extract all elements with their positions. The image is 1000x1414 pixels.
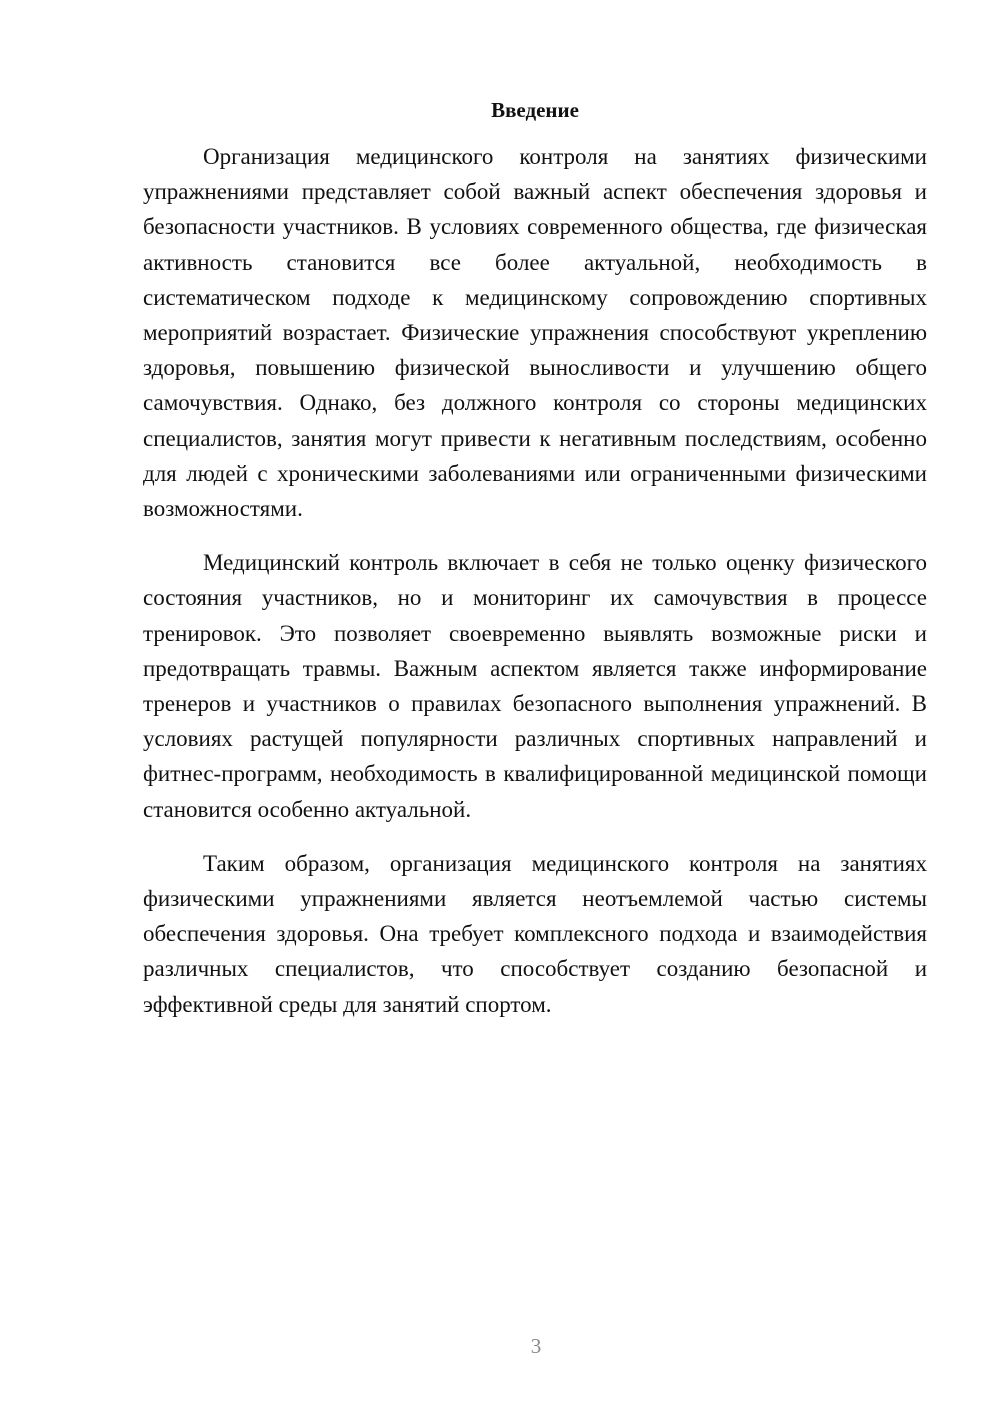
page-number: 3 (530, 1334, 542, 1358)
document-body (143, 92, 927, 1041)
paragraph-2: Медицинский контроль включает в себя не только оценку физического состояния участников, но и мониторинг их самочувствия в процессе тренировок. Это позволяет своевременно выявлять возможные риски и предотвращать травмы. Важным аспектом является также информирование тренеров и участников о правилах безопасного выполнения упражнений. В условиях растущей популярности различных спортивных направлений и фитнес-программ, необходимость в квалифицированной медицинской помощи становится особенно актуальной. (143, 550, 927, 822)
paragraph-3: Таким образом, организация медицинского контроля на занятиях физическими упражнениями является неотъемлемой частью системы обеспечения здоровья. Она требует комплексного подхода и взаимодействия различных специалистов, что способствует созданию безопасной и эффективной среды для занятий спортом. (143, 850, 927, 1017)
section-heading: Введение (491, 98, 579, 122)
paragraph-1: Организация медицинского контроля на занятиях физическими упражнениями представляет собой важный аспект обеспечения здоровья и безопасности участников. В условиях современного общества, где физическая активность становится все более актуальной, необходимость в систематическом подходе к медицинскому сопровождению спортивных мероприятий возрастает. Физические упражнения способствуют укреплению здоровья, повышению физической выносливости и улучшению общего самочувствия. Однако, без должного контроля со стороны медицинских специалистов, занятия могут привести к негативным последствиям, особенно для людей с хроническими заболеваниями или ограниченными физическими возможностями. (143, 144, 927, 522)
